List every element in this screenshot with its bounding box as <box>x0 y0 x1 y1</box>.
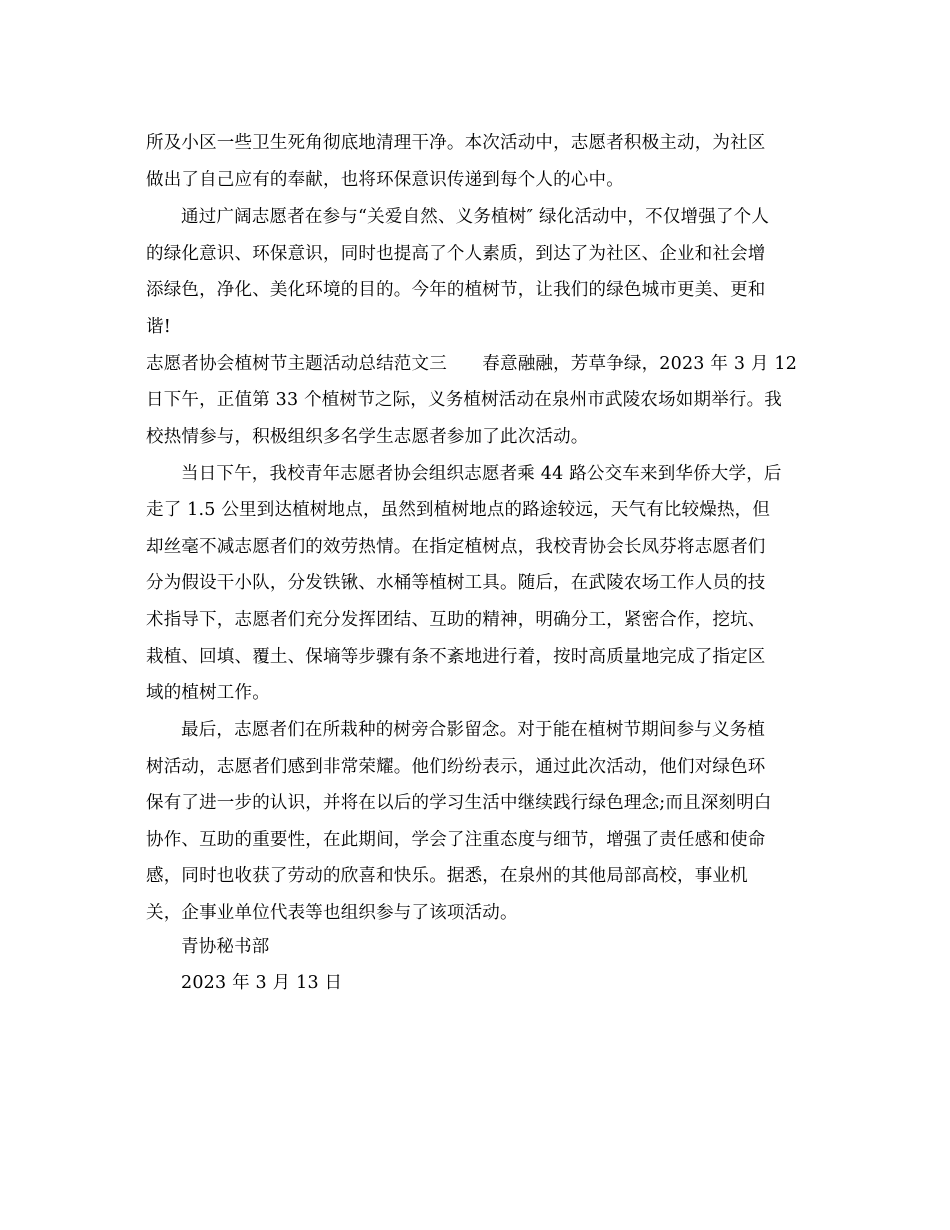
paragraph-first-line: 通过广阔志愿者在参与“关爱自然、义务植树″ 绿化活动中，不仅增强了个人 <box>181 207 770 227</box>
text-line: 却丝毫不减志愿者们的效劳热情。在指定植树点，我校青协会长凤芬将志愿者们 <box>146 537 766 557</box>
signature-org: 青协秘书部 <box>181 937 270 957</box>
paragraph-first-line: 当日下午，我校青年志愿者协会组织志愿者乘 44 路公交车来到华侨大学，后 <box>181 464 782 484</box>
text-line: 协作、互助的重要性，在此期间，学会了注重态度与细节，增强了责任感和使命 <box>146 830 766 850</box>
paragraph-first-line: 最后，志愿者们在所栽种的树旁合影留念。对于能在植树节期间参与义务植 <box>181 720 766 740</box>
text-line: 添绿色，净化、美化环境的目的。今年的植树节，让我们的绿色城市更美、更和 <box>146 280 766 300</box>
text-line: 谐! <box>146 317 171 337</box>
text-line: 感，同时也收获了劳动的欣喜和快乐。据悉，在泉州的其他局部高校，事业机 <box>146 866 748 886</box>
text-line: 保有了进一步的认识，并将在以后的学习生活中继续践行绿色理念;而且深刻明白 <box>146 793 772 813</box>
text-line: 的绿化意识、环保意识，同时也提高了个人素质，到达了为社区、企业和社会增 <box>146 244 766 264</box>
text-line: 做出了自己应有的奉献，也将环保意识传递到每个人的心中。 <box>146 170 624 190</box>
text-line: 树活动，志愿者们感到非常荣耀。他们纷纷表示，通过此次活动，他们对绿色环 <box>146 757 766 777</box>
text-line: 域的植树工作。 <box>146 683 270 703</box>
section-title-line: 志愿者协会植树节主题活动总结范文三 春意融融，芳草争绿，2023 年 3 月 12 <box>146 354 798 374</box>
text-line: 术指导下，志愿者们充分发挥团结、互助的精神，明确分工，紧密合作，挖坑、 <box>146 610 766 630</box>
text-line: 栽植、回填、覆土、保墒等步骤有条不紊地进行着，按时高质量地完成了指定区 <box>146 647 766 667</box>
text-line: 关，企事业单位代表等也组织参与了该项活动。 <box>146 903 518 923</box>
text-line: 分为假设干小队，分发铁锹、水桶等植树工具。随后，在武陵农场工作人员的技 <box>146 573 766 593</box>
text-line: 校热情参与，积极组织多名学生志愿者参加了此次活动。 <box>146 427 589 447</box>
text-line: 日下午，正值第 33 个植树节之际，义务植树活动在泉州市武陵农场如期举行。我 <box>146 390 782 410</box>
text-line: 所及小区一些卫生死角彻底地清理干净。本次活动中，志愿者积极主动，为社区 <box>146 133 766 153</box>
text-line: 走了 1.5 公里到达植树地点，虽然到植树地点的路途较远，天气有比较燥热，但 <box>146 500 771 520</box>
signature-date: 2023 年 3 月 13 日 <box>181 973 343 993</box>
